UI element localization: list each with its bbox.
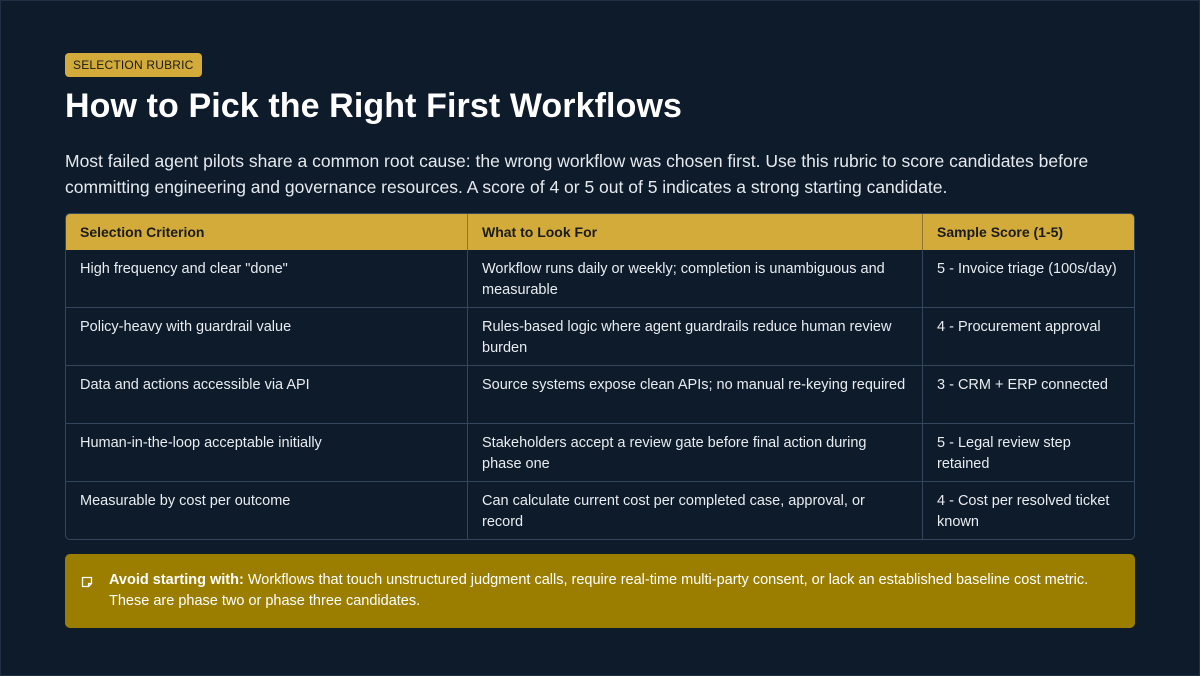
look-for-cell: Workflow runs daily or weekly; completion is unambiguous and measurable — [468, 250, 923, 308]
table-row — [66, 424, 1134, 482]
intro-paragraph: Most failed agent pilots share a common root cause: the wrong workflow was chosen first. Use this rubric to score candidates before committing engineering and governance resources. A score of 4 or 5 out of 5 indicates a strong starting candidate. — [65, 151, 1089, 197]
score-cell: 4 - Cost per resolved ticket known — [923, 482, 1135, 540]
look-for-cell: Stakeholders accept a review gate before final action during phase one — [468, 424, 923, 482]
callout-text — [109, 570, 1115, 612]
rubric-table — [65, 213, 1135, 540]
column-header-what-to-look-for: What to Look For — [468, 214, 923, 250]
look-for-cell: Rules-based logic where agent guardrails reduce human review burden — [468, 308, 923, 366]
note-icon — [81, 575, 93, 587]
criterion-cell: Data and actions accessible via API — [66, 366, 468, 424]
score-cell: 4 - Procurement approval — [923, 308, 1135, 366]
page-title: How to Pick the Right First Workflows — [65, 87, 682, 125]
table-row — [66, 482, 1134, 540]
column-header-sample-score: Sample Score (1-5) — [923, 214, 1135, 250]
criterion-cell: High frequency and clear "done" — [66, 250, 468, 308]
callout-body: Workflows that touch unstructured judgment calls, require real-time multi-party consent, or lack an established baseline cost metric. These are phase two or phase three candidates. — [109, 572, 1089, 609]
callout-label: Avoid starting with: — [109, 572, 244, 588]
score-cell: 5 - Invoice triage (100s/day) — [937, 261, 1117, 277]
criterion-cell: Policy-heavy with guardrail value — [66, 308, 468, 366]
table-header-row — [66, 214, 1134, 250]
score-cell: 5 - Legal review step retained — [923, 424, 1135, 482]
criterion-cell: Human-in-the-loop acceptable initially — [66, 424, 468, 482]
score-cell: 3 - CRM + ERP connected — [923, 366, 1135, 424]
table-row — [66, 250, 1134, 308]
slide-content — [65, 53, 1135, 628]
section-badge: SELECTION RUBRIC — [65, 53, 202, 77]
avoid-callout — [65, 554, 1135, 628]
column-header-criterion: Selection Criterion — [66, 214, 468, 250]
table-row — [66, 366, 1134, 424]
criterion-cell: Measurable by cost per outcome — [66, 482, 468, 540]
look-for-cell: Can calculate current cost per completed case, approval, or record — [468, 482, 923, 540]
table-row — [66, 308, 1134, 366]
look-for-cell: Source systems expose clean APIs; no manual re-keying required — [468, 366, 923, 424]
